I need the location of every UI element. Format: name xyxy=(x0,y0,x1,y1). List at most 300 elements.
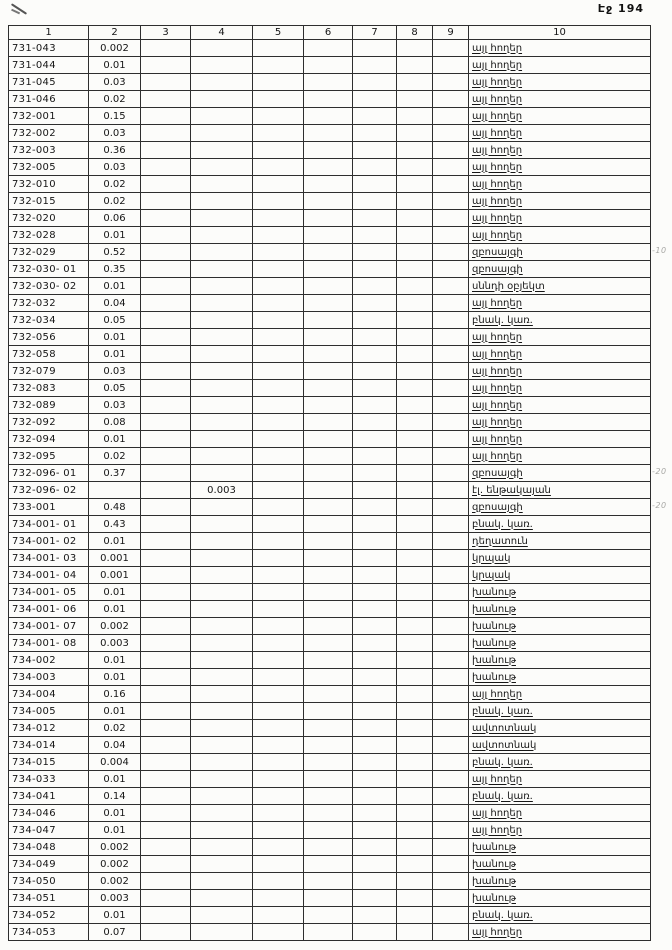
empty-cell xyxy=(353,737,397,754)
empty-cell xyxy=(353,40,397,57)
parcel-code-cell: 734-001- 07 xyxy=(9,618,89,635)
land-use-text: սննդի օբյեկտ xyxy=(472,280,545,292)
empty-cell xyxy=(141,91,191,108)
empty-cell xyxy=(141,720,191,737)
empty-cell xyxy=(253,312,304,329)
empty-cell xyxy=(141,873,191,890)
land-use-cell xyxy=(469,686,651,703)
area-value-col4-cell xyxy=(191,244,253,261)
area-value-col4-cell xyxy=(191,771,253,788)
empty-cell xyxy=(304,771,353,788)
empty-cell xyxy=(397,822,433,839)
land-use-text: այլ հողեր xyxy=(472,365,523,377)
empty-cell xyxy=(141,346,191,363)
empty-cell xyxy=(304,924,353,941)
empty-cell xyxy=(141,533,191,550)
empty-cell xyxy=(141,142,191,159)
empty-cell xyxy=(433,91,469,108)
area-value-col4-cell xyxy=(191,635,253,652)
parcel-code-cell: 734-015 xyxy=(9,754,89,771)
land-use-text: ավտոտնակ xyxy=(472,722,537,734)
cadastre-table xyxy=(8,25,651,941)
area-value-col4-cell xyxy=(191,278,253,295)
empty-cell xyxy=(397,193,433,210)
area-value-col4-cell xyxy=(191,703,253,720)
empty-cell xyxy=(304,550,353,567)
column-header-8: 8 xyxy=(397,26,433,40)
land-use-cell xyxy=(469,754,651,771)
empty-cell xyxy=(253,448,304,465)
empty-cell xyxy=(304,839,353,856)
table-row xyxy=(9,601,651,618)
empty-cell xyxy=(397,703,433,720)
empty-cell xyxy=(253,618,304,635)
area-value-col4-cell xyxy=(191,465,253,482)
parcel-code-cell: 734-033 xyxy=(9,771,89,788)
empty-cell xyxy=(141,159,191,176)
table-header-row xyxy=(9,26,651,40)
empty-cell xyxy=(253,193,304,210)
empty-cell xyxy=(433,907,469,924)
empty-cell xyxy=(433,448,469,465)
area-value-col4-cell xyxy=(191,754,253,771)
land-use-text: բնակ. կառ. xyxy=(472,314,533,326)
land-use-cell xyxy=(469,295,651,312)
land-use-cell xyxy=(469,108,651,125)
empty-cell xyxy=(141,414,191,431)
area-value-cell: 0.06 xyxy=(89,210,141,227)
empty-cell xyxy=(353,108,397,125)
empty-cell xyxy=(353,805,397,822)
land-use-text: կրպակ xyxy=(472,552,511,564)
empty-cell xyxy=(397,414,433,431)
empty-cell xyxy=(141,176,191,193)
empty-cell xyxy=(304,482,353,499)
parcel-code-cell: 732-030- 01 xyxy=(9,261,89,278)
land-use-text: այլ հողեր xyxy=(472,127,523,139)
empty-cell xyxy=(433,244,469,261)
empty-cell xyxy=(397,754,433,771)
empty-cell xyxy=(353,856,397,873)
empty-cell xyxy=(433,193,469,210)
table-row xyxy=(9,431,651,448)
empty-cell xyxy=(304,754,353,771)
table-row xyxy=(9,176,651,193)
empty-cell xyxy=(433,856,469,873)
land-use-cell xyxy=(469,227,651,244)
land-use-text: խանութ xyxy=(472,654,516,666)
area-value-col4-cell xyxy=(191,720,253,737)
land-use-text: այլ հողեր xyxy=(472,59,523,71)
empty-cell xyxy=(141,244,191,261)
empty-cell xyxy=(433,737,469,754)
area-value-col4-cell xyxy=(191,414,253,431)
empty-cell xyxy=(433,652,469,669)
table-row xyxy=(9,244,651,261)
area-value-cell: 0.03 xyxy=(89,125,141,142)
area-value-col4-cell xyxy=(191,805,253,822)
empty-cell xyxy=(397,142,433,159)
table-row xyxy=(9,142,651,159)
column-header-9: 9 xyxy=(433,26,469,40)
empty-cell xyxy=(253,431,304,448)
empty-cell xyxy=(253,210,304,227)
empty-cell xyxy=(353,380,397,397)
area-value-cell: 0.04 xyxy=(89,737,141,754)
land-use-text: այլ հողեր xyxy=(472,110,523,122)
parcel-code-cell: 732-058 xyxy=(9,346,89,363)
land-use-text: խանութ xyxy=(472,603,516,615)
empty-cell xyxy=(304,312,353,329)
empty-cell xyxy=(433,805,469,822)
empty-cell xyxy=(397,431,433,448)
table-row xyxy=(9,499,651,516)
area-value-cell: 0.36 xyxy=(89,142,141,159)
empty-cell xyxy=(141,74,191,91)
empty-cell xyxy=(397,856,433,873)
area-value-col4-cell xyxy=(191,924,253,941)
empty-cell xyxy=(141,669,191,686)
table-row xyxy=(9,57,651,74)
empty-cell xyxy=(253,108,304,125)
table-row xyxy=(9,261,651,278)
empty-cell xyxy=(397,448,433,465)
parcel-code-cell: 731-044 xyxy=(9,57,89,74)
empty-cell xyxy=(397,686,433,703)
parcel-code-cell: 734-012 xyxy=(9,720,89,737)
empty-cell xyxy=(141,584,191,601)
land-use-text: այլ հողեր xyxy=(472,433,523,445)
empty-cell xyxy=(353,499,397,516)
empty-cell xyxy=(304,652,353,669)
column-header-3: 3 xyxy=(141,26,191,40)
area-value-cell: 0.001 xyxy=(89,550,141,567)
area-value-cell: 0.02 xyxy=(89,193,141,210)
area-value-col4-cell xyxy=(191,210,253,227)
parcel-code-cell: 732-030- 02 xyxy=(9,278,89,295)
empty-cell xyxy=(353,839,397,856)
table-row xyxy=(9,278,651,295)
empty-cell xyxy=(397,278,433,295)
empty-cell xyxy=(433,329,469,346)
empty-cell xyxy=(253,822,304,839)
empty-cell xyxy=(141,771,191,788)
empty-cell xyxy=(433,210,469,227)
empty-cell xyxy=(304,57,353,74)
empty-cell xyxy=(304,567,353,584)
area-value-cell: 0.01 xyxy=(89,584,141,601)
empty-cell xyxy=(433,601,469,618)
empty-cell xyxy=(253,363,304,380)
empty-cell xyxy=(253,839,304,856)
empty-cell xyxy=(433,890,469,907)
empty-cell xyxy=(433,363,469,380)
land-use-cell xyxy=(469,499,651,516)
parcel-code-cell: 734-005 xyxy=(9,703,89,720)
empty-cell xyxy=(397,91,433,108)
empty-cell xyxy=(353,227,397,244)
table-row xyxy=(9,567,651,584)
table-row xyxy=(9,159,651,176)
empty-cell xyxy=(141,822,191,839)
table-row xyxy=(9,329,651,346)
area-value-col4-cell xyxy=(191,567,253,584)
parcel-code-cell: 733-001 xyxy=(9,499,89,516)
land-use-cell xyxy=(469,193,651,210)
empty-cell xyxy=(353,567,397,584)
parcel-code-cell: 732-003 xyxy=(9,142,89,159)
empty-cell xyxy=(433,788,469,805)
land-use-text: այլ հողեր xyxy=(472,42,523,54)
area-value-cell: 0.01 xyxy=(89,601,141,618)
area-value-col4-cell xyxy=(191,125,253,142)
empty-cell xyxy=(304,465,353,482)
empty-cell xyxy=(304,822,353,839)
empty-cell xyxy=(304,142,353,159)
area-value-cell: 0.002 xyxy=(89,618,141,635)
empty-cell xyxy=(253,601,304,618)
empty-cell xyxy=(304,890,353,907)
empty-cell xyxy=(304,720,353,737)
empty-cell xyxy=(353,635,397,652)
land-use-text: այլ հողեր xyxy=(472,178,523,190)
empty-cell xyxy=(433,584,469,601)
table-row xyxy=(9,533,651,550)
empty-cell xyxy=(433,57,469,74)
empty-cell xyxy=(433,635,469,652)
empty-cell xyxy=(433,686,469,703)
land-use-cell xyxy=(469,210,651,227)
empty-cell xyxy=(433,703,469,720)
land-use-text: խանութ xyxy=(472,671,516,683)
empty-cell xyxy=(253,584,304,601)
empty-cell xyxy=(304,210,353,227)
empty-cell xyxy=(304,737,353,754)
empty-cell xyxy=(304,856,353,873)
table-row xyxy=(9,465,651,482)
land-use-cell xyxy=(469,74,651,91)
empty-cell xyxy=(433,380,469,397)
area-value-col4-cell xyxy=(191,686,253,703)
land-use-cell xyxy=(469,57,651,74)
area-value-cell: 0.16 xyxy=(89,686,141,703)
empty-cell xyxy=(433,74,469,91)
empty-cell xyxy=(433,397,469,414)
empty-cell xyxy=(433,142,469,159)
land-use-cell xyxy=(469,346,651,363)
area-value-col4-cell xyxy=(191,346,253,363)
empty-cell xyxy=(304,601,353,618)
table-row xyxy=(9,771,651,788)
empty-cell xyxy=(304,295,353,312)
land-use-cell xyxy=(469,397,651,414)
empty-cell xyxy=(353,74,397,91)
parcel-code-cell: 731-046 xyxy=(9,91,89,108)
empty-cell xyxy=(397,601,433,618)
empty-cell xyxy=(353,618,397,635)
area-value-cell: 0.002 xyxy=(89,856,141,873)
area-value-col4-cell xyxy=(191,227,253,244)
empty-cell xyxy=(397,108,433,125)
area-value-col4-cell xyxy=(191,91,253,108)
empty-cell xyxy=(397,805,433,822)
empty-cell xyxy=(433,771,469,788)
parcel-code-cell: 734-050 xyxy=(9,873,89,890)
empty-cell xyxy=(141,856,191,873)
column-header-6: 6 xyxy=(304,26,353,40)
empty-cell xyxy=(304,363,353,380)
empty-cell xyxy=(304,669,353,686)
empty-cell xyxy=(397,635,433,652)
empty-cell xyxy=(304,618,353,635)
land-use-text: խանութ xyxy=(472,892,516,904)
empty-cell xyxy=(397,924,433,941)
land-use-cell xyxy=(469,737,651,754)
parcel-code-cell: 734-052 xyxy=(9,907,89,924)
table-row xyxy=(9,193,651,210)
empty-cell xyxy=(253,856,304,873)
empty-cell xyxy=(304,873,353,890)
area-value-cell xyxy=(89,482,141,499)
land-use-text: այլ հողեր xyxy=(472,144,523,156)
land-use-text: բնակ. կառ. xyxy=(472,518,533,530)
land-use-cell xyxy=(469,142,651,159)
area-value-col4-cell xyxy=(191,788,253,805)
land-use-cell xyxy=(469,822,651,839)
area-value-cell: 0.02 xyxy=(89,720,141,737)
land-use-text: կրպակ xyxy=(472,569,511,581)
empty-cell xyxy=(304,278,353,295)
empty-cell xyxy=(433,839,469,856)
table-row xyxy=(9,873,651,890)
empty-cell xyxy=(253,142,304,159)
empty-cell xyxy=(253,465,304,482)
empty-cell xyxy=(141,737,191,754)
empty-cell xyxy=(353,601,397,618)
empty-cell xyxy=(433,499,469,516)
area-value-col4-cell xyxy=(191,601,253,618)
empty-cell xyxy=(253,873,304,890)
empty-cell xyxy=(304,193,353,210)
empty-cell xyxy=(353,261,397,278)
land-use-cell xyxy=(469,567,651,584)
land-use-cell xyxy=(469,720,651,737)
empty-cell xyxy=(253,397,304,414)
table-row xyxy=(9,397,651,414)
empty-cell xyxy=(253,669,304,686)
table-row xyxy=(9,652,651,669)
empty-cell xyxy=(253,754,304,771)
parcel-code-cell: 732-083 xyxy=(9,380,89,397)
land-use-text: խանութ xyxy=(472,637,516,649)
empty-cell xyxy=(304,380,353,397)
land-use-text: բնակ. կառ. xyxy=(472,756,533,768)
empty-cell xyxy=(353,57,397,74)
land-use-cell xyxy=(469,431,651,448)
table-row xyxy=(9,40,651,57)
empty-cell xyxy=(433,754,469,771)
area-value-col4-cell xyxy=(191,261,253,278)
area-value-cell: 0.01 xyxy=(89,346,141,363)
empty-cell xyxy=(353,397,397,414)
empty-cell xyxy=(141,312,191,329)
land-use-cell xyxy=(469,159,651,176)
parcel-code-cell: 734-004 xyxy=(9,686,89,703)
area-value-cell: 0.02 xyxy=(89,91,141,108)
empty-cell xyxy=(397,873,433,890)
empty-cell xyxy=(397,584,433,601)
land-use-cell xyxy=(469,176,651,193)
empty-cell xyxy=(253,805,304,822)
area-value-col4-cell xyxy=(191,397,253,414)
column-header-7: 7 xyxy=(353,26,397,40)
margin-pencil-mark: -10 xyxy=(652,245,667,255)
table-row xyxy=(9,295,651,312)
area-value-col4-cell xyxy=(191,839,253,856)
empty-cell xyxy=(353,788,397,805)
parcel-code-cell: 734-001- 03 xyxy=(9,550,89,567)
land-use-text: այլ հողեր xyxy=(472,807,523,819)
empty-cell xyxy=(397,329,433,346)
empty-cell xyxy=(433,295,469,312)
land-use-cell xyxy=(469,856,651,873)
area-value-col4-cell xyxy=(191,873,253,890)
parcel-code-cell: 732-096- 01 xyxy=(9,465,89,482)
area-value-cell: 0.05 xyxy=(89,312,141,329)
empty-cell xyxy=(397,346,433,363)
empty-cell xyxy=(253,771,304,788)
area-value-col4-cell xyxy=(191,448,253,465)
empty-cell xyxy=(253,159,304,176)
table-row xyxy=(9,669,651,686)
table-row xyxy=(9,584,651,601)
area-value-cell: 0.01 xyxy=(89,278,141,295)
land-use-cell xyxy=(469,533,651,550)
empty-cell xyxy=(141,550,191,567)
empty-cell xyxy=(353,652,397,669)
empty-cell xyxy=(353,278,397,295)
land-use-text: այլ հողեր xyxy=(472,76,523,88)
empty-cell xyxy=(141,295,191,312)
empty-cell xyxy=(304,159,353,176)
table-row xyxy=(9,91,651,108)
empty-cell xyxy=(253,890,304,907)
table-row xyxy=(9,210,651,227)
empty-cell xyxy=(141,567,191,584)
area-value-col4-cell xyxy=(191,516,253,533)
area-value-cell: 0.01 xyxy=(89,771,141,788)
empty-cell xyxy=(253,907,304,924)
land-use-text: այլ հողեր xyxy=(472,399,523,411)
empty-cell xyxy=(253,57,304,74)
area-value-col4-cell xyxy=(191,312,253,329)
land-use-cell xyxy=(469,618,651,635)
empty-cell xyxy=(353,754,397,771)
area-value-cell: 0.01 xyxy=(89,329,141,346)
empty-cell xyxy=(433,669,469,686)
column-header-1: 1 xyxy=(9,26,89,40)
land-use-text: այլ հողեր xyxy=(472,382,523,394)
empty-cell xyxy=(141,754,191,771)
empty-cell xyxy=(141,601,191,618)
area-value-col4-cell xyxy=(191,108,253,125)
empty-cell xyxy=(433,720,469,737)
parcel-code-cell: 734-003 xyxy=(9,669,89,686)
empty-cell xyxy=(397,74,433,91)
area-value-cell: 0.04 xyxy=(89,295,141,312)
land-use-cell xyxy=(469,329,651,346)
empty-cell xyxy=(397,516,433,533)
